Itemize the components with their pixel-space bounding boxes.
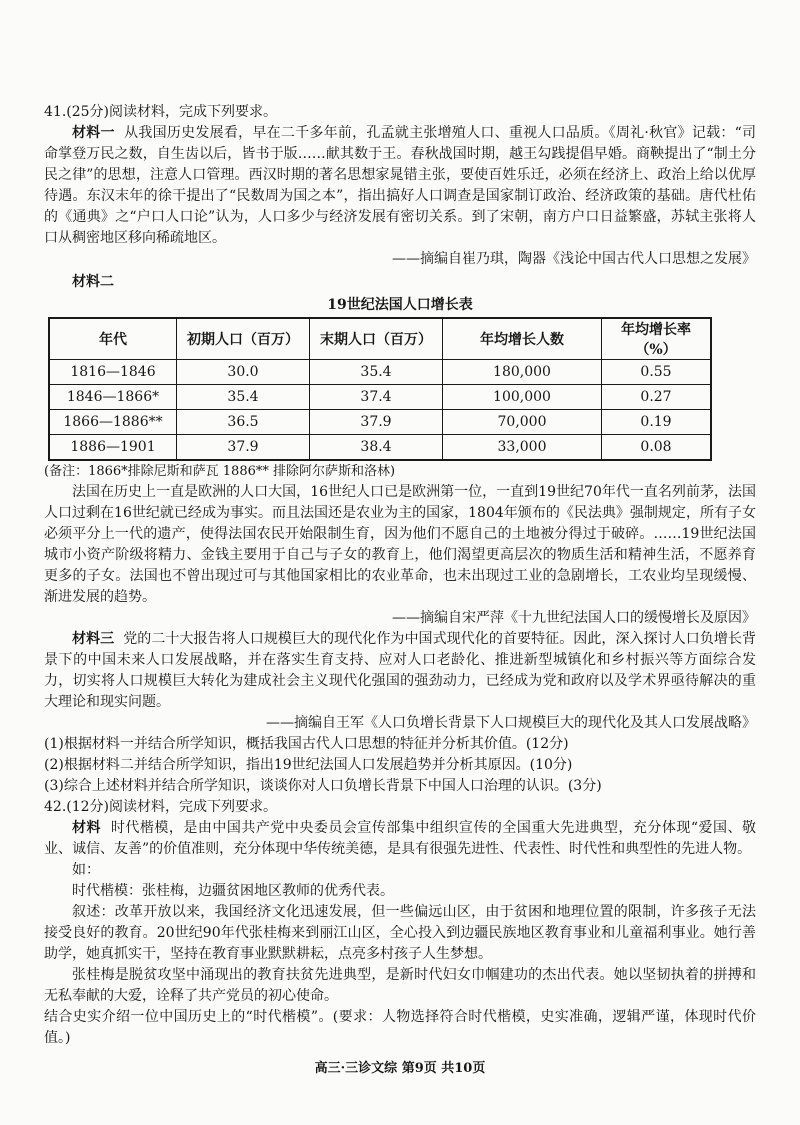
table-cell: 38.4 (310, 435, 443, 461)
table-title: 19世纪法国人口增长表 (327, 297, 473, 313)
q41-subquestion-1: (1)根据材料一并结合所学知识，概括我国古代人口思想的特征并分析其价值。(12分) (44, 736, 569, 752)
table-cell: 0.08 (602, 435, 712, 461)
q42-material-label: 材料 (72, 820, 101, 836)
material-2-source: ——摘编自宋严萍《十九世纪法国人口的缓慢增长及原因》 (392, 610, 756, 626)
q41-subquestion-2: (2)根据材料二并结合所学知识，指出19世纪法国人口发展趋势并分析其原因。(10分) (44, 757, 573, 773)
table-row (49, 435, 711, 461)
q42-heading: 42.(12分)阅读材料，完成下列要求。 (44, 799, 278, 815)
table-cell: 100,000 (443, 385, 602, 410)
page-footer: 高三·三诊文综 第9页 共10页 (314, 1061, 486, 1076)
table-cell: 37.9 (310, 410, 443, 435)
q42-task: 结合史实介绍一位中国历史上的“时代楷模”。(要求：人物选择符合时代楷模，史实准确，逻辑严谨，体现时代价值。) (44, 1009, 756, 1046)
table-cell: 30.0 (177, 360, 310, 385)
table-row (49, 360, 711, 385)
table-header-cell: 年均增长人数 (443, 318, 602, 360)
table-header-cell: 年均增长率（%） (602, 318, 712, 360)
q42-material-text: 时代楷模，是由中国共产党中央委员会宣传部集中组织宣传的全国重大先进典型，充分体现“爱国、敬业、诚信、友善”的价值准则，充分体现中华传统美德，是具有很强先进性、代表性、时代性和典型性的先进人物。 (44, 820, 757, 857)
material-3-text: 党的二十大报告将人口规模巨大的现代化作为中国式现代化的首要特征。因此，深入探讨人口负增长背景下的中国未来人口发展战略，并在落实生育支持、应对人口老龄化、推进新型城镇化和乡村振兴等方面综合发力，切实将人口规模巨大转化为建成社会主义现代化强国的强劲动力，已经成为党和政府以及学术界亟待解决的重大理论和现实问题。 (44, 631, 757, 710)
table-cell: 37.9 (177, 435, 310, 461)
table-cell: 1886—1901 (49, 435, 177, 461)
material-2-text: 法国在历史上一直是欧洲的人口大国，16世纪人口已是欧洲第一位，一直到19世纪70年代一直名列前茅，法国人口过剩在16世纪就已经成为事实。而且法国还是农业为主的国家，1804年颁布的《民法典》强制规定，所有子女必须平分上一代的遗产，使得法国农民开始限制生育，因为他们不愿自己的土地被分得过于破碎。……19世纪法国城市小资产阶级将精力、金钱主要用于自己与子女的教育上，他们渴望更高层次的物质生活和精神生活，不愿养育更多的子女。法国也不曾出现过可与其他国家相比的农业革命，也未出现过工业的急剧增长，工农业均呈现缓慢、渐进发展的趋势。 (44, 484, 756, 605)
table-header-cell: 末期人口（百万） (310, 318, 443, 360)
table-note: (备注：1866*排除尼斯和萨瓦 1886** 排除阿尔萨斯和洛林) (44, 464, 396, 479)
table-cell: 180,000 (443, 360, 602, 385)
table-cell: 1866—1886** (49, 410, 177, 435)
population-table (48, 317, 712, 461)
q41-heading: 41.(25分)阅读材料，完成下列要求。 (44, 104, 278, 120)
table-header-row (49, 318, 711, 360)
q41-subquestion-3: (3)综合上述材料并结合所学知识，谈谈你对人口负增长背景下中国人口治理的认识。(3分) (44, 778, 602, 794)
material-2-label: 材料二 (72, 274, 114, 290)
table-cell: 36.5 (177, 410, 310, 435)
table-header-cell: 初期人口（百万） (177, 318, 310, 360)
example-intro: 如： (72, 862, 100, 878)
table-cell: 70,000 (443, 410, 602, 435)
material-1-label: 材料一 (72, 125, 115, 141)
q41-material-3 (44, 629, 756, 713)
table-cell: 33,000 (443, 435, 602, 461)
material-3-source: ——摘编自王军《人口负增长背景下人口规模巨大的现代化及其人口发展战略》 (266, 715, 756, 731)
example-evaluation: 张桂梅是脱贫攻坚中涌现出的教育扶贫先进典型，是新时代妇女巾帼建功的杰出代表。她以坚韧执着的拼搏和无私奉献的大爱，诠释了共产党员的初心使命。 (44, 967, 756, 1004)
table-cell: 0.55 (602, 360, 712, 385)
example-title: 时代楷模：张桂梅，边疆贫困地区教师的优秀代表。 (72, 883, 394, 899)
table-cell: 37.4 (310, 385, 443, 410)
table-cell: 35.4 (177, 385, 310, 410)
material-1-source: ——摘编自崔乃琪，陶器《浅论中国古代人口思想之发展》 (392, 251, 756, 267)
table-cell: 0.19 (602, 410, 712, 435)
table-cell: 35.4 (310, 360, 443, 385)
table-row (49, 385, 711, 410)
material-3-label: 材料三 (72, 631, 115, 647)
example-narration: 叙述：改革开放以来，我国经济文化迅速发展，但一些偏远山区，由于贫困和地理位置的限制，许多孩子无法接受良好的教育。20世纪90年代张桂梅来到丽江山区，全心投入到边疆民族地区教育事业和儿童福利事业。她行善助学，她真抓实干，坚持在教育事业默默耕耘，点亮多村孩子人生梦想。 (44, 904, 756, 962)
table-row (49, 410, 711, 435)
table-cell: 1816—1846 (49, 360, 177, 385)
table-header-cell: 年代 (49, 318, 177, 360)
table-cell: 1846—1866* (49, 385, 177, 410)
q41-material-1 (44, 123, 756, 249)
material-1-text: 从我国历史发展看，早在二千多年前，孔孟就主张增殖人口、重视人口品质。《周礼·秋官》记载：“司命掌登万民之数，自生齿以后，皆书于版……献其数于王。春秋战国时期，越王勾践提倡早婚。商鞅提出了“制土分民之律”的思想，注意人口管理。西汉时期的著名思想家晁错主张，要使百姓乐迁，必须在经济上、政治上给以优厚待遇。东汉末年的徐干提出了“民数周为国之本”，指出搞好人口调查是国家制订政治、经济政策的基础。唐代杜佑的《通典》之“户口人口论”认为，人口多少与经济发展有密切关系。到了宋朝，南方户口日益繁盛，苏轼主张将人口从稠密地区移向稀疏地区。 (44, 125, 756, 246)
q42-material (44, 818, 756, 860)
table-cell: 0.27 (602, 385, 712, 410)
